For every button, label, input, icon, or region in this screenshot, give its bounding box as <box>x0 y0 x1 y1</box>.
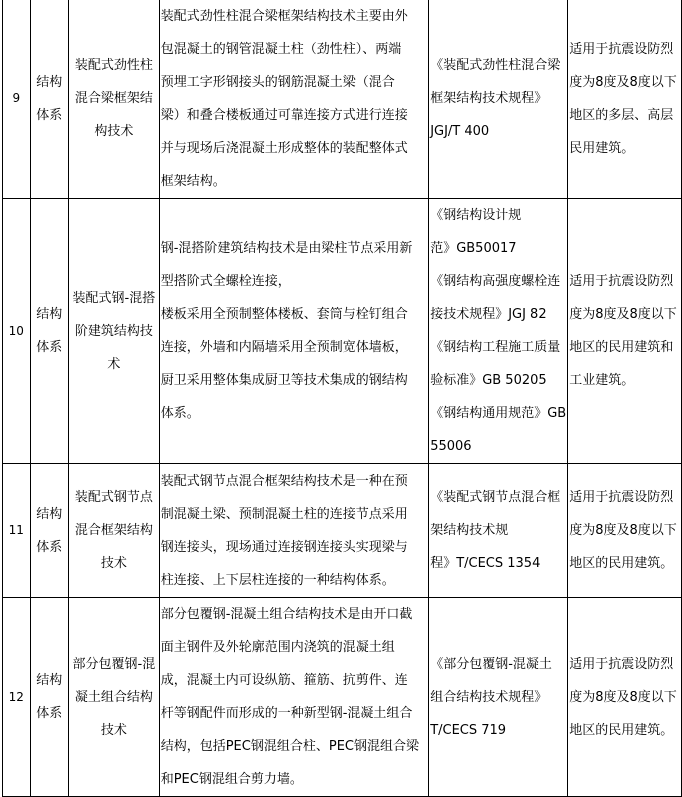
technology-name-cell-line: 装配式劲性柱 <box>74 58 153 73</box>
category-cell-line: 结构 <box>36 74 63 90</box>
scope-cell-line: 民用建筑。 <box>569 140 635 156</box>
description-cell-line: 型搭阶式全螺栓连接， <box>160 274 291 289</box>
scope-cell-line: 度为8度及8度以下 <box>569 74 677 90</box>
scope-cell-line: 地区的多层、高层 <box>569 107 674 123</box>
standards-cell-line: JGJ/T 400 <box>430 124 490 139</box>
scope-cell <box>568 598 682 797</box>
technology-name-cell <box>69 0 160 199</box>
standards-cell-line: 《钢结构设计规 <box>430 208 522 223</box>
technology-name-cell-line: 阶建筑结构技 <box>74 323 153 339</box>
scope-cell-line: 工业建筑。 <box>569 373 635 388</box>
scope-cell <box>568 464 682 598</box>
description-cell-line: 结构，包括PEC钢混组合柱、PEC钢混组合梁 <box>160 739 419 754</box>
standards-cell-line: 《装配式劲性柱混合梁 <box>430 58 561 73</box>
technology-name-cell-line: 凝土组合结构 <box>74 689 153 705</box>
description-cell-line: 框架结构。 <box>160 173 226 189</box>
description-cell-line: 梁）和叠合楼板通过可靠连接方式进行连接 <box>160 107 408 123</box>
row-number-cell: 9 <box>3 0 31 199</box>
scope-cell-line: 适用于抗震设防烈 <box>569 41 674 57</box>
scope-cell-line: 适用于抗震设防烈 <box>569 490 674 505</box>
table-row <box>3 0 682 199</box>
technology-name-cell <box>69 199 160 464</box>
standards-cell-line: 验标准》GB 50205 <box>430 373 547 388</box>
scope-cell-line: 度为8度及8度以下 <box>569 689 677 705</box>
technology-name-cell <box>69 464 160 598</box>
scope-cell <box>568 199 682 464</box>
standards-cell-line: 55006 <box>430 439 472 454</box>
description-cell-line: 体系。 <box>160 406 200 421</box>
technology-name-cell-line: 装配式钢节点 <box>74 490 153 505</box>
technology-table <box>2 0 682 797</box>
description-cell-line: 成，混凝土内可设纵筋、箍筋、抗剪件、连 <box>160 673 408 688</box>
category-cell <box>30 199 69 464</box>
description-cell-line: 包混凝土的钢管混凝土柱（劲性柱）、两端 <box>160 41 402 57</box>
scope-cell-line: 地区的民用建筑。 <box>569 722 674 738</box>
scope-cell-line: 适用于抗震设防烈 <box>569 274 674 289</box>
technology-name-cell-line: 混合梁框架结 <box>74 91 153 106</box>
description-cell-line: 面主钢件及外轮廓范围内浇筑的混凝土组 <box>160 640 395 655</box>
technology-name-cell-line: 装配式钢-混搭 <box>72 290 156 306</box>
standards-cell-line: 接技术规程》JGJ 82 <box>430 307 547 322</box>
scope-cell-line: 适用于抗震设防烈 <box>569 656 674 672</box>
standards-cell-line: 《装配式钢节点混合框 <box>430 490 561 505</box>
standards-cell <box>429 0 568 199</box>
standards-cell <box>429 598 568 797</box>
technology-name-cell-line: 技术 <box>100 722 127 738</box>
row-number-cell: 10 <box>3 199 31 464</box>
standards-cell <box>429 464 568 598</box>
description-cell-line: 柱连接、上下层柱连接的一种结构体系。 <box>160 572 395 588</box>
standards-cell <box>429 199 568 464</box>
category-cell-line: 体系 <box>36 539 63 555</box>
table-row <box>3 464 682 598</box>
scope-cell-line: 度为8度及8度以下 <box>569 307 677 322</box>
description-cell-line: 钢连接头，现场通过连接钢连接头实现梁与 <box>160 539 408 555</box>
standards-cell-line: 组合结构技术规程》 <box>430 689 548 705</box>
description-cell-line: 并与现场后浇混凝土形成整体的装配整体式 <box>160 140 408 156</box>
category-cell <box>30 598 69 797</box>
category-cell-line: 结构 <box>36 307 63 322</box>
standards-cell-line: 范》GB50017 <box>430 241 517 256</box>
description-cell-line: 杆等钢配件而形成的一种新型钢-混凝土组合 <box>160 706 413 721</box>
category-cell-line: 结构 <box>36 673 63 688</box>
table-row <box>3 598 682 797</box>
description-cell-line: 钢-混搭阶建筑结构技术是由梁柱节点采用新 <box>160 241 413 256</box>
table-row <box>3 199 682 464</box>
row-number-cell: 12 <box>3 598 31 797</box>
description-cell-line: 和PEC钢混组合剪力墙。 <box>160 772 303 787</box>
description-cell <box>159 598 428 797</box>
description-cell-line: 预埋工字形钢接头的钢筋混凝土梁（混合 <box>160 74 395 90</box>
description-cell-line: 连接，外墙和内隔墙采用全预制宽体墙板， <box>160 340 408 355</box>
scope-cell-line: 地区的民用建筑和 <box>569 340 674 355</box>
scope-cell-line: 度为8度及8度以下 <box>569 523 677 538</box>
technology-name-cell-line: 术 <box>107 356 121 372</box>
standards-cell-line: 架结构技术规 <box>430 523 509 538</box>
category-cell-line: 体系 <box>36 107 63 123</box>
category-cell-line: 体系 <box>36 706 63 721</box>
scope-cell-line: 地区的民用建筑。 <box>569 556 674 571</box>
description-cell-line: 制混凝土梁、预制混凝土柱的连接节点采用 <box>160 506 408 522</box>
description-cell-line: 楼板采用全预制整体楼板、套筒与栓钉组合 <box>160 307 408 322</box>
standards-cell-line: T/CECS 719 <box>430 722 507 738</box>
standards-cell-line: 《钢结构工程施工质量 <box>430 340 561 355</box>
description-cell <box>159 199 428 464</box>
standards-cell-line: 框架结构技术规程》 <box>430 91 548 106</box>
category-cell <box>30 464 69 598</box>
category-cell-line: 体系 <box>36 340 63 355</box>
description-cell <box>159 0 428 199</box>
standards-cell-line: 《部分包覆钢-混凝土 <box>430 656 552 672</box>
technology-name-cell-line: 技术 <box>100 556 127 571</box>
category-cell <box>30 0 69 199</box>
description-cell <box>159 464 428 598</box>
description-cell-line: 装配式钢节点混合框架结构技术是一种在预 <box>160 473 408 489</box>
technology-name-cell-line: 混合框架结构 <box>74 523 153 538</box>
description-cell-line: 部分包覆钢-混凝土组合结构技术是由开口截 <box>160 607 413 622</box>
standards-cell-line: 《钢结构高强度螺栓连 <box>430 274 561 289</box>
description-cell-line: 装配式劲性柱混合梁框架结构技术主要由外 <box>160 8 408 24</box>
technology-name-cell <box>69 598 160 797</box>
standards-cell-line: 程》T/CECS 1354 <box>430 556 541 571</box>
technology-name-cell-line: 部分包覆钢-混 <box>72 656 156 672</box>
description-cell-line: 厨卫采用整体集成厨卫等技术集成的钢结构 <box>160 373 408 388</box>
category-cell-line: 结构 <box>36 506 63 522</box>
row-number-cell: 11 <box>3 464 31 598</box>
standards-cell-line: 《钢结构通用规范》GB <box>430 406 567 421</box>
scope-cell <box>568 0 682 199</box>
technology-name-cell-line: 构技术 <box>94 124 134 139</box>
